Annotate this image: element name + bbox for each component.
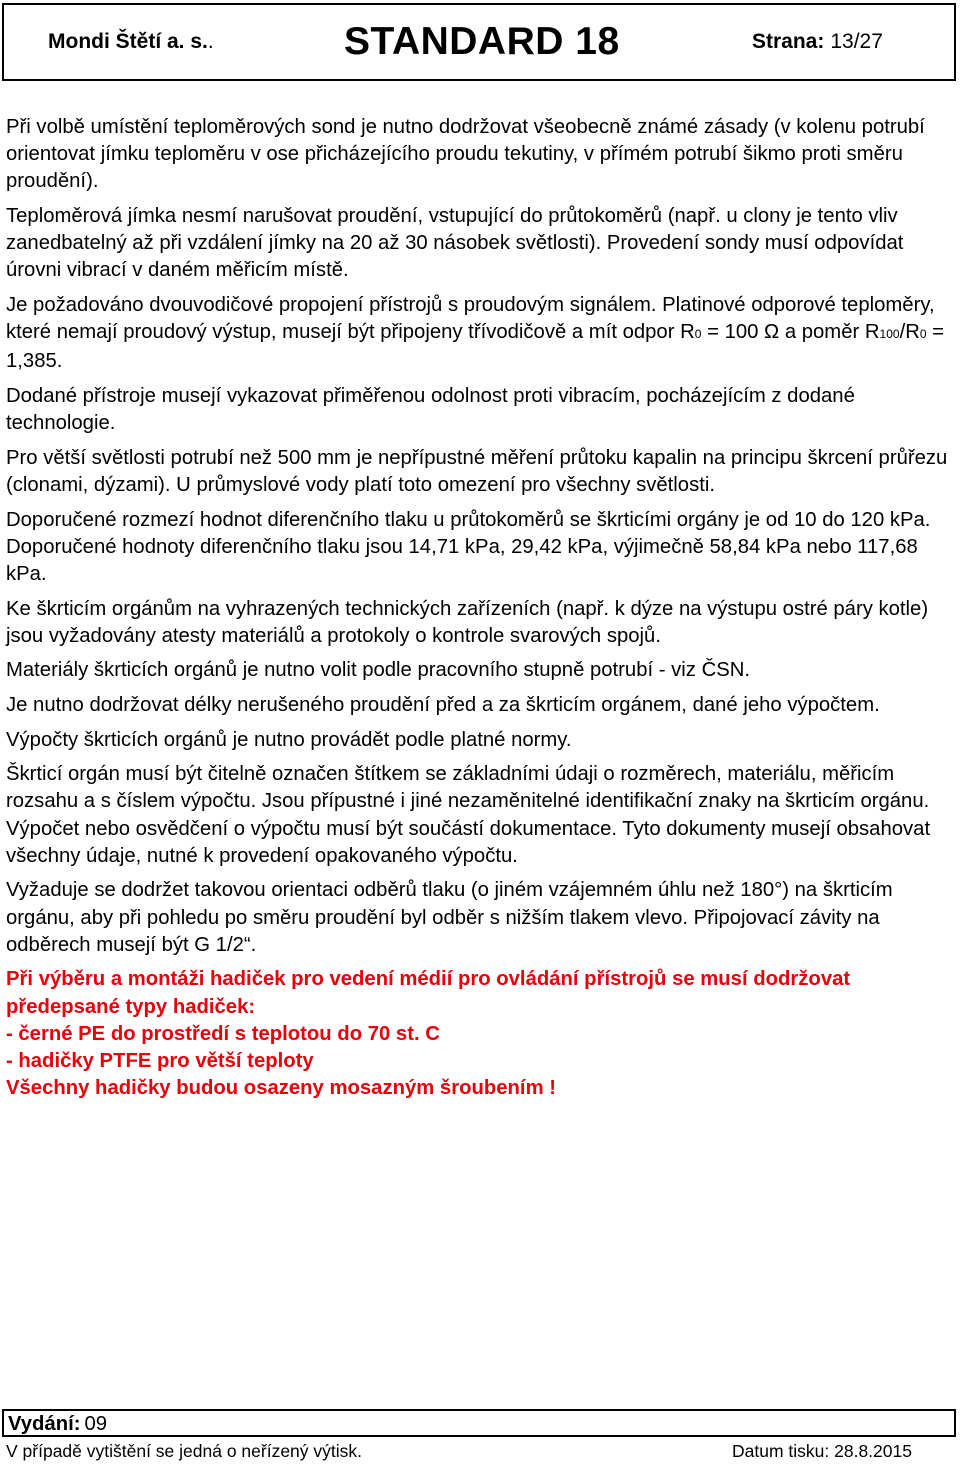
page-value: 13/27 (830, 30, 883, 53)
edition-box (2, 1409, 956, 1437)
edition-label: Vydání: (8, 1413, 81, 1435)
company-name-text: Mondi Štětí a. s. (48, 30, 208, 53)
paragraph-sensor-placement: Při volbě umístění teploměrových sond je nutno dodržovat všeobecně známé zásady (v kolenu potrubí orientovat jímku teploměru v ose přicházejícího proudu tekutiny, v přímém potrubí šikmo proti směru proudění). (6, 116, 925, 193)
page-label: Strana: (752, 30, 825, 53)
warning-block (6, 966, 950, 1102)
wiring-text-c: /R (899, 321, 920, 344)
paragraph-orientation: Vyžaduje se dodržet takovou orientaci odběrů tlaku (o jiném vzájemném úhlu než 180°) na škrticím orgánu, aby při pohledu po směru proudění byl odběr s nižším tlakem vlevo. Připojovací závity na odběrech musejí být G 1/2“. (6, 879, 893, 956)
paragraph-straight-lengths: Je nutno dodržovat délky nerušeného proudění před a za škrticím orgánem, dané jeho výpočtem. (6, 693, 880, 716)
subscript-0b: 0 (919, 327, 927, 342)
paragraph-labeling: Škrticí orgán musí být čitelně označen štítkem se základními údaji o rozměrech, materiálu, měřicím rozsahu a s číslem výpočtu. Jsou přípustné i jiné nezaměnitelné identifikační znaky na škrticím orgánu. Výpočet nebo osvědčení o výpočtu musí být součástí dokumentace. Tyto dokumenty musejí obsahovat všechny údaje, nutné k provedení opakovaného výpočtu. (6, 763, 931, 867)
document-title: STANDARD 18 (344, 20, 620, 63)
document-body (6, 114, 950, 1110)
company-name (48, 5, 214, 79)
page-number (752, 5, 883, 79)
document-header (2, 3, 956, 81)
edition (8, 1412, 107, 1436)
paragraph-calculations: Výpočty škrticích orgánů je nutno provádět podle platné normy. (6, 728, 572, 751)
subscript-0: 0 (694, 327, 702, 342)
edition-value: 09 (84, 1413, 108, 1435)
warning-line: - hadičky PTFE pro větší teploty (6, 1049, 314, 1072)
warning-line: Při výběru a montáži hadiček pro vedení médií pro ovládání přístrojů se musí dodržovat předepsané typy hadiček: (6, 968, 851, 1018)
paragraph-wiring (6, 292, 950, 376)
paragraph-pipe-diameter: Pro větší světlosti potrubí než 500 mm je nepřípustné měření průtoku kapalin na principu škrcení průřezu (clonami, dýzami). U průmyslové vody platí toto omezení pro všechny světlosti. (6, 446, 948, 496)
company-name-suffix: . (207, 30, 214, 53)
paragraph-differential-pressure: Doporučené rozmezí hodnot diferenčního tlaku u průtokoměrů se škrticími orgány je od 10 do 120 kPa. Doporučené hodnoty diferenčního tlaku jsou 14,71 kPa, 29,42 kPa, výjimečně 58,84 kPa nebo 117,68 kPa. (6, 508, 931, 585)
paragraph-vibration: Dodané přístroje musejí vykazovat přiměřenou odolnost proti vibracím, pocházejícím z dodané technologie. (6, 385, 855, 435)
warning-line: Všechny hadičky budou osazeny mosazným šroubením ! (6, 1077, 556, 1100)
wiring-text-b: = 100 Ω a poměr R (701, 321, 880, 344)
subscript-100: 100 (879, 327, 900, 342)
paragraph-materials: Materiály škrticích orgánů je nutno volit podle pracovního stupně potrubí - viz ČSN. (6, 659, 751, 682)
uncontrolled-copy-note: V případě vytištění se jedná o neřízený výtisk. (6, 1441, 363, 1461)
warning-line: - černé PE do prostředí s teplotou do 70 st. C (6, 1022, 440, 1045)
paragraph-thermowell: Teploměrová jímka nesmí narušovat proudění, vstupující do průtokoměrů (např. u clony je tento vliv zanedbatelný až při vzdálení jímky na 20 až 30 násobek světlosti). Provedení sondy musí odpovídat úrovni vibrací v daném měřicím místě. (6, 205, 904, 282)
paragraph-certificates: Ke škrticím orgánům na vyhrazených technických zařízeních (např. k dýze na výstupu ostré páry kotle) jsou vyžadovány atesty materiálů a protokoly o kontrole svarových spojů. (6, 597, 929, 647)
wiring-text-d: = 1,385. (6, 321, 945, 373)
wiring-text-a: Je požadováno dvouvodičové propojení přístrojů s proudovým signálem. Platinové odporové teploměry, které nemají proudový výstup, musejí být připojeny třívodičově a mít odpor R (6, 294, 935, 344)
print-date: Datum tisku: 28.8.2015 (732, 1441, 912, 1461)
